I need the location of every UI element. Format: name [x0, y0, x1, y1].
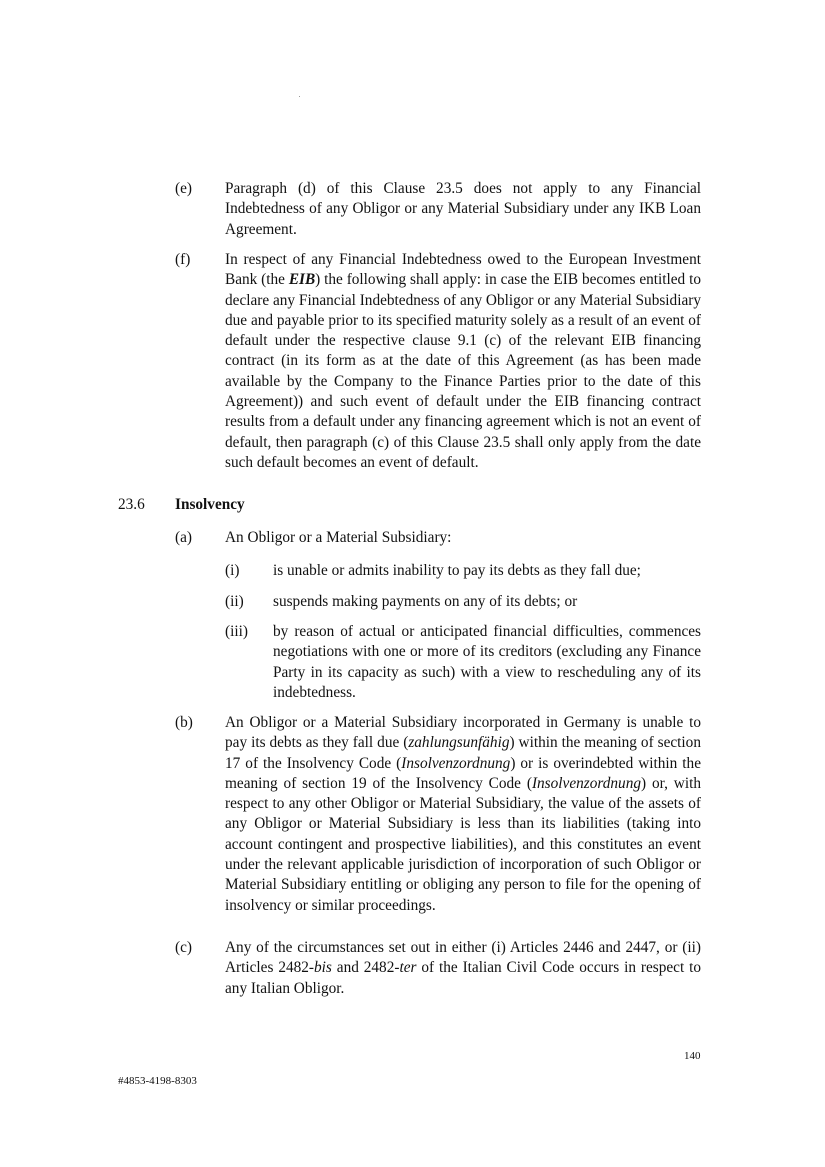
paragraph-a-label: (a)	[175, 529, 192, 546]
item-ii-label: (ii)	[225, 593, 244, 610]
section-number: 23.6	[118, 496, 145, 513]
paragraph-c-label: (c)	[175, 939, 192, 956]
paragraph-e-label: (e)	[175, 180, 192, 197]
document-id: #4853-4198-8303	[118, 1075, 197, 1087]
defined-term-eib: EIB	[288, 271, 316, 289]
scan-speck	[299, 96, 300, 97]
paragraph-a-text: An Obligor or a Material Subsidiary:	[225, 529, 452, 546]
section-title: Insolvency	[175, 496, 245, 513]
paragraph-f-label: (f)	[175, 251, 191, 268]
item-i-label: (i)	[225, 562, 240, 579]
paragraph-c-text: Any of the circumstances set out in either (i) Articles 2446 and 2447, or (ii) Articles 2482-bis and 2482-ter of the Italian Civil Code occurs in respect to any Italian Obligor.	[225, 939, 701, 997]
item-i-text: is unable or admits inability to pay its debts as they fall due;	[273, 562, 641, 579]
item-ii-text: suspends making payments on any of its debts; or	[273, 593, 578, 610]
paragraph-b-label: (b)	[175, 714, 193, 731]
paragraph-b-text: An Obligor or a Material Subsidiary incorporated in Germany is unable to pay its debts as they fall due (zahlungsunfähig) within the meaning of section 17 of the Insolvency Code (Insolvenzordnung) or is overindebted within the meaning of section 19 of the Insolvency Code (Insolvenzordnung) or, with respect to any other Obligor or Material Subsidiary, the value of the assets of any Obligor or Material Subsidiary is less than its liabilities (taking into account contingent and prospective liabilities), and this constitutes an event under the relevant applicable jurisdiction of incorporation of such Obligor or Material Subsidiary entitling or obliging any person to file for the opening of insolvency or similar proceedings.	[225, 714, 701, 914]
item-iii-text: by reason of actual or anticipated financial difficulties, commences negotiations with one or more of its creditors (excluding any Finance Party in its capacity as such) with a view to rescheduling any of its indebtedness.	[273, 623, 701, 701]
item-iii-label: (iii)	[225, 623, 248, 640]
paragraph-f-text: In respect of any Financial Indebtedness owed to the European Investment Bank (the EIB) the following shall apply: in case the EIB becomes entitled to declare any Financial Indebtedness of any Obligor or any Material Subsidiary due and payable prior to its specified maturity solely as a result of an event of default under the respective clause 9.1 (c) of the relevant EIB financing contract (in its form as at the date of this Agreement (as has been made available by the Company to the Finance Parties prior to the date of this Agreement)) and such event of default under the EIB financing contract results from a default under any financing agreement which is not an event of default, then paragraph (c) of this Clause 23.5 shall only apply from the date such default becomes an event of default.	[225, 251, 701, 471]
page-number: 140	[684, 1050, 701, 1062]
paragraph-e-text: Paragraph (d) of this Clause 23.5 does not apply to any Financial Indebtedness of any Obligor or any Material Subsidiary under any IKB Loan Agreement.	[225, 180, 701, 238]
